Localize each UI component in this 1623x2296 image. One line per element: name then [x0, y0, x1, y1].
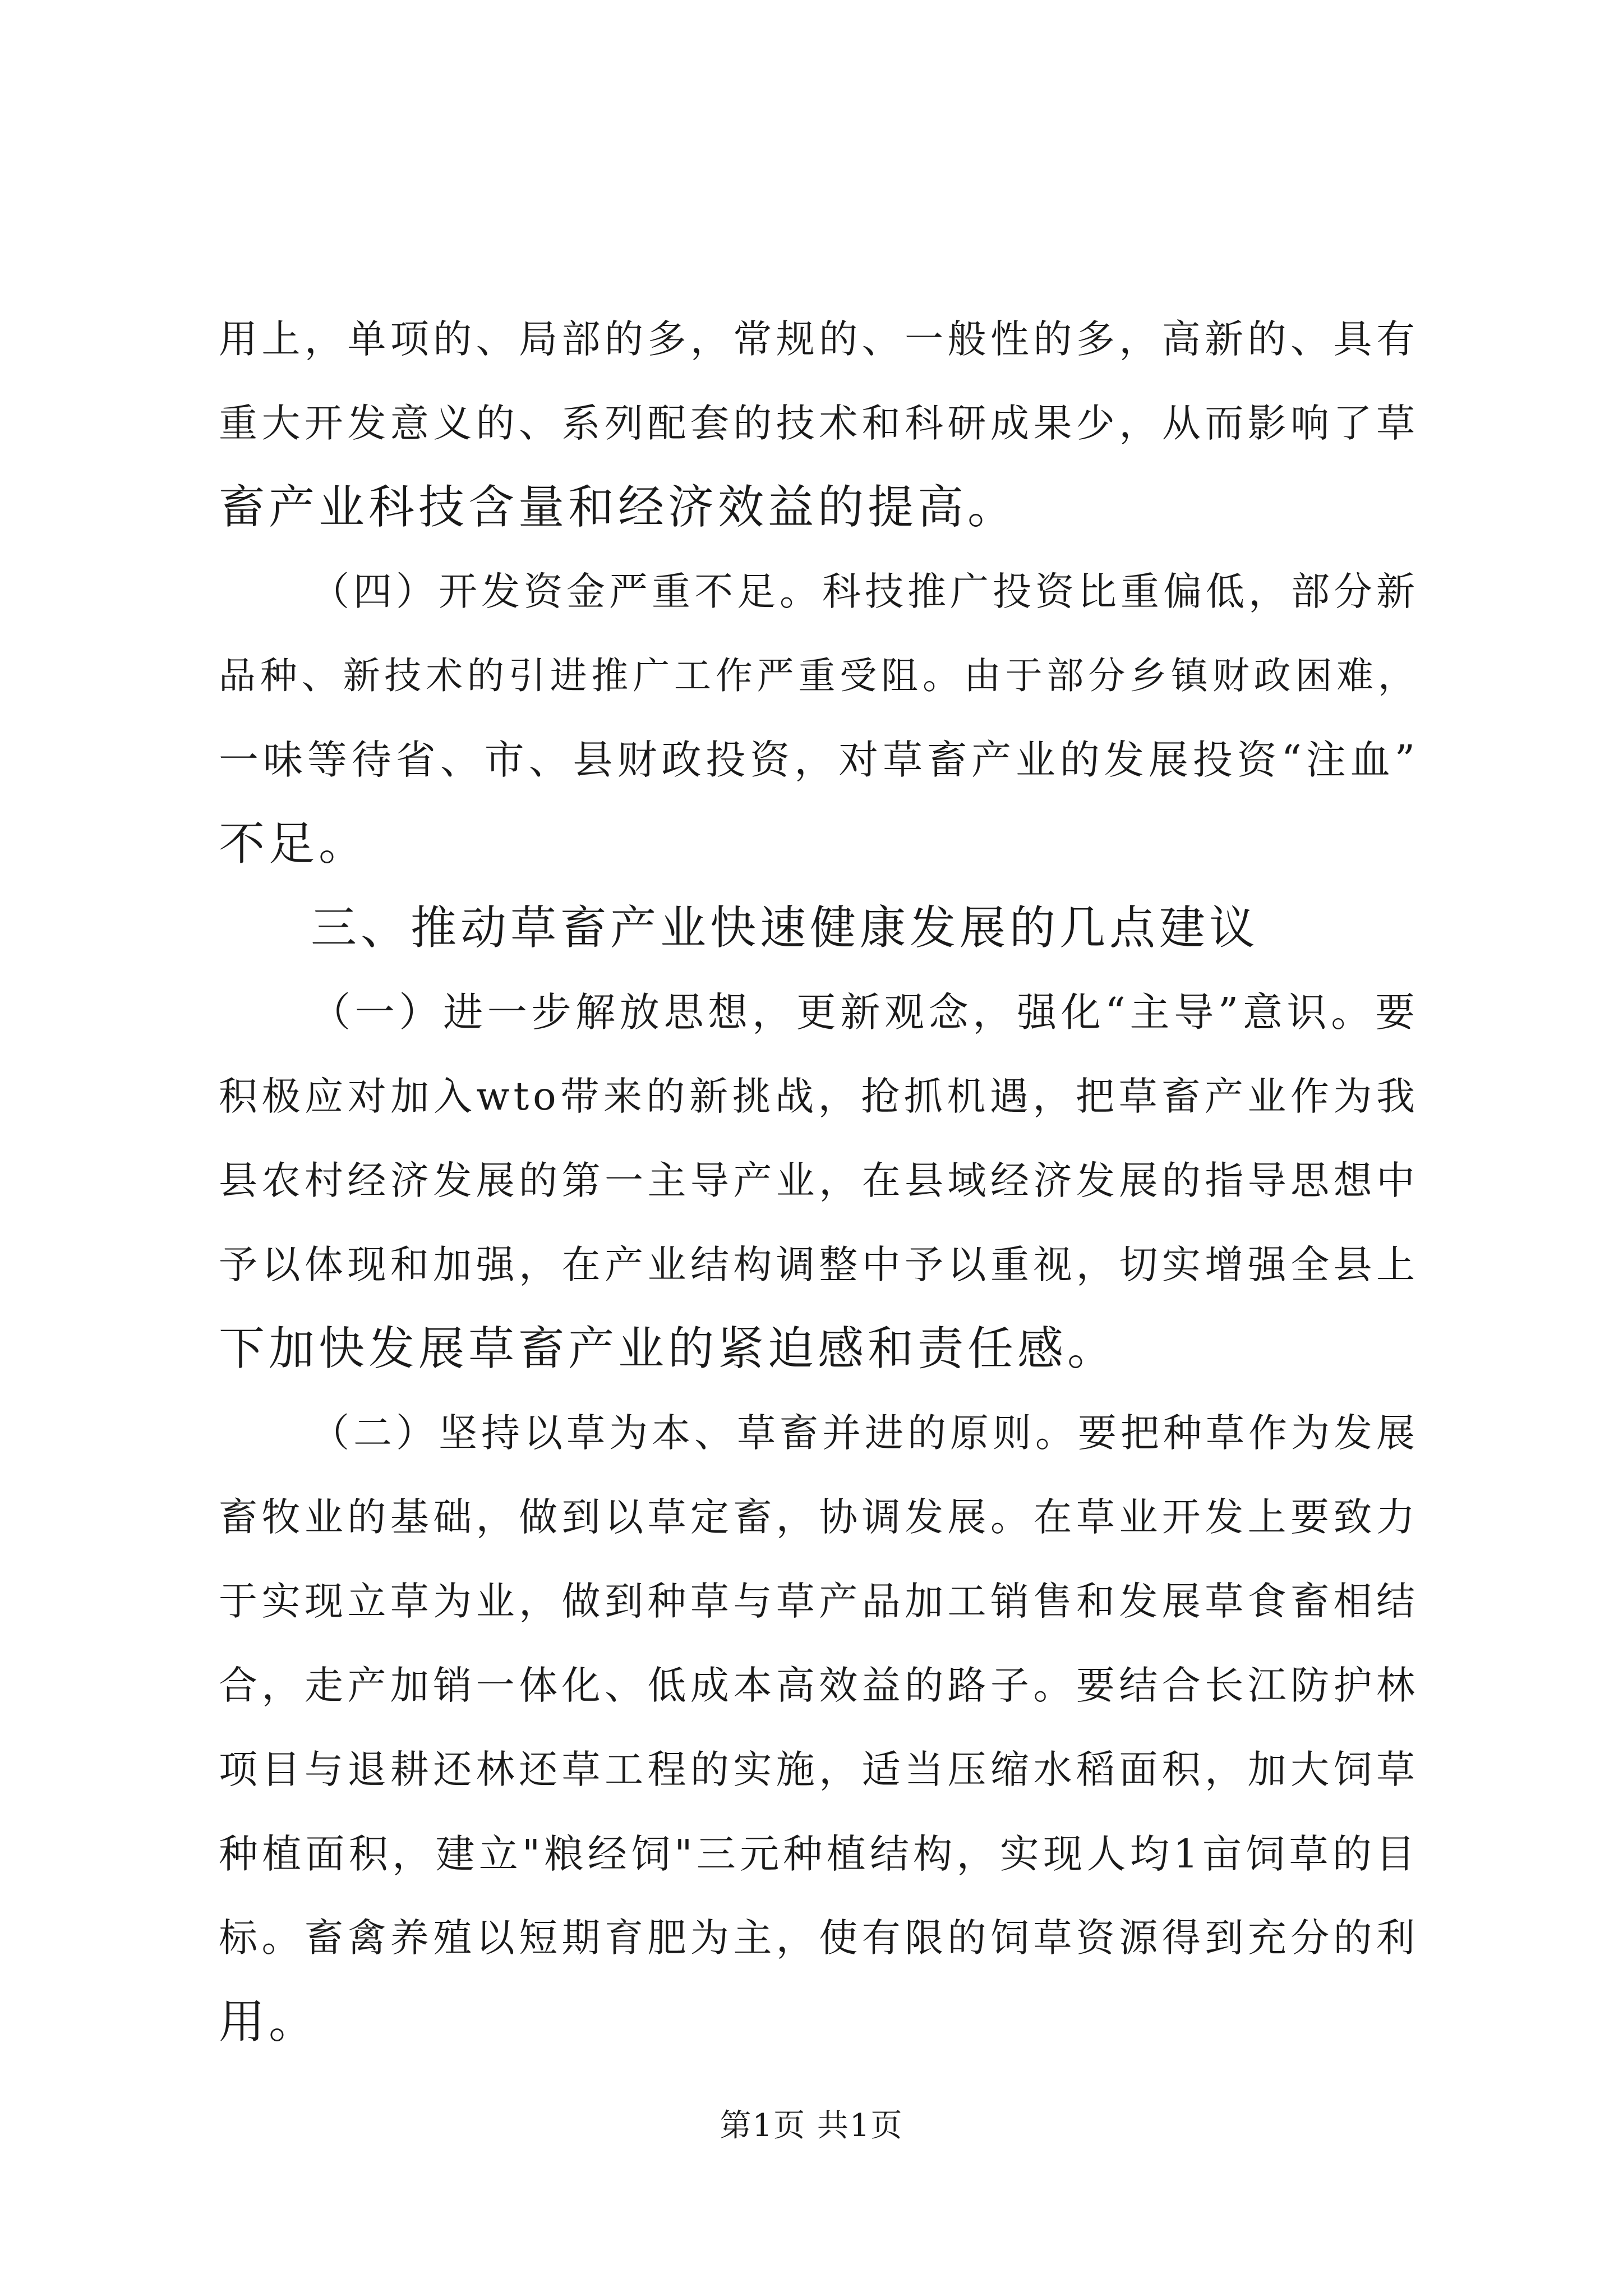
paragraph-first-line: （四）开发资金严重不足。科技推广投资比重偏低，部分新 — [311, 569, 1419, 614]
text-line: 品种、新技术的引进推广工作严重受阻。由于部分乡镇财政困难， — [219, 654, 1419, 697]
section-heading: 三、推动草畜产业快速健康发展的几点建议 — [311, 901, 1260, 955]
text-line: 县农村经济发展的第一主导产业，在县域经济发展的指导思想中 — [219, 1158, 1419, 1203]
text-line: 标。畜禽养殖以短期育肥为主，使有限的饲草资源得到充分的利 — [219, 1916, 1419, 1961]
paragraph-first-line: （二）坚持以草为本、草畜并进的原则。要把种草作为发展 — [311, 1411, 1419, 1456]
text-line: 用上，单项的、局部的多，常规的、一般性的多，高新的、具有 — [219, 317, 1419, 362]
text-line: 下加快发展草畜产业的紧迫感和责任感。 — [219, 1322, 1118, 1375]
page-number-footer: 第1页 共1页 — [720, 2108, 903, 2144]
text-line: 种植面积，建立"粮经饲"三元种植结构，实现人均1亩饲草的目 — [219, 1831, 1419, 1877]
text-line: 不足。 — [219, 817, 369, 871]
text-line: 用。 — [219, 1995, 319, 2049]
text-line: 予以体现和加强，在产业结构调整中予以重视，切实增强全县上 — [219, 1243, 1419, 1287]
text-line: 积极应对加入wto带来的新挑战，抢抓机遇，把草畜产业作为我 — [219, 1074, 1419, 1119]
text-line: 畜牧业的基础，做到以草定畜，协调发展。在草业开发上要致力 — [219, 1495, 1419, 1540]
text-line: 于实现立草为业，做到种草与草产品加工销售和发展草食畜相结 — [219, 1579, 1419, 1624]
paragraph-first-line: （一）进一步解放思想，更新观念，强化“主导”意识。要 — [311, 989, 1419, 1036]
text-line: 一味等待省、市、县财政投资，对草畜产业的发展投资“注血” — [219, 737, 1419, 783]
text-line: 畜产业科技含量和经济效益的提高。 — [219, 481, 1018, 534]
body-text — [219, 297, 1419, 2064]
text-line: 合，走产加销一体化、低成本高效益的路子。要结合长江防护林 — [219, 1663, 1419, 1708]
text-line: 项目与退耕还林还草工程的实施，适当压缩水稻面积，加大饲草 — [219, 1747, 1419, 1792]
text-line: 重大开发意义的、系列配套的技术和科研成果少，从而影响了草 — [219, 401, 1419, 446]
